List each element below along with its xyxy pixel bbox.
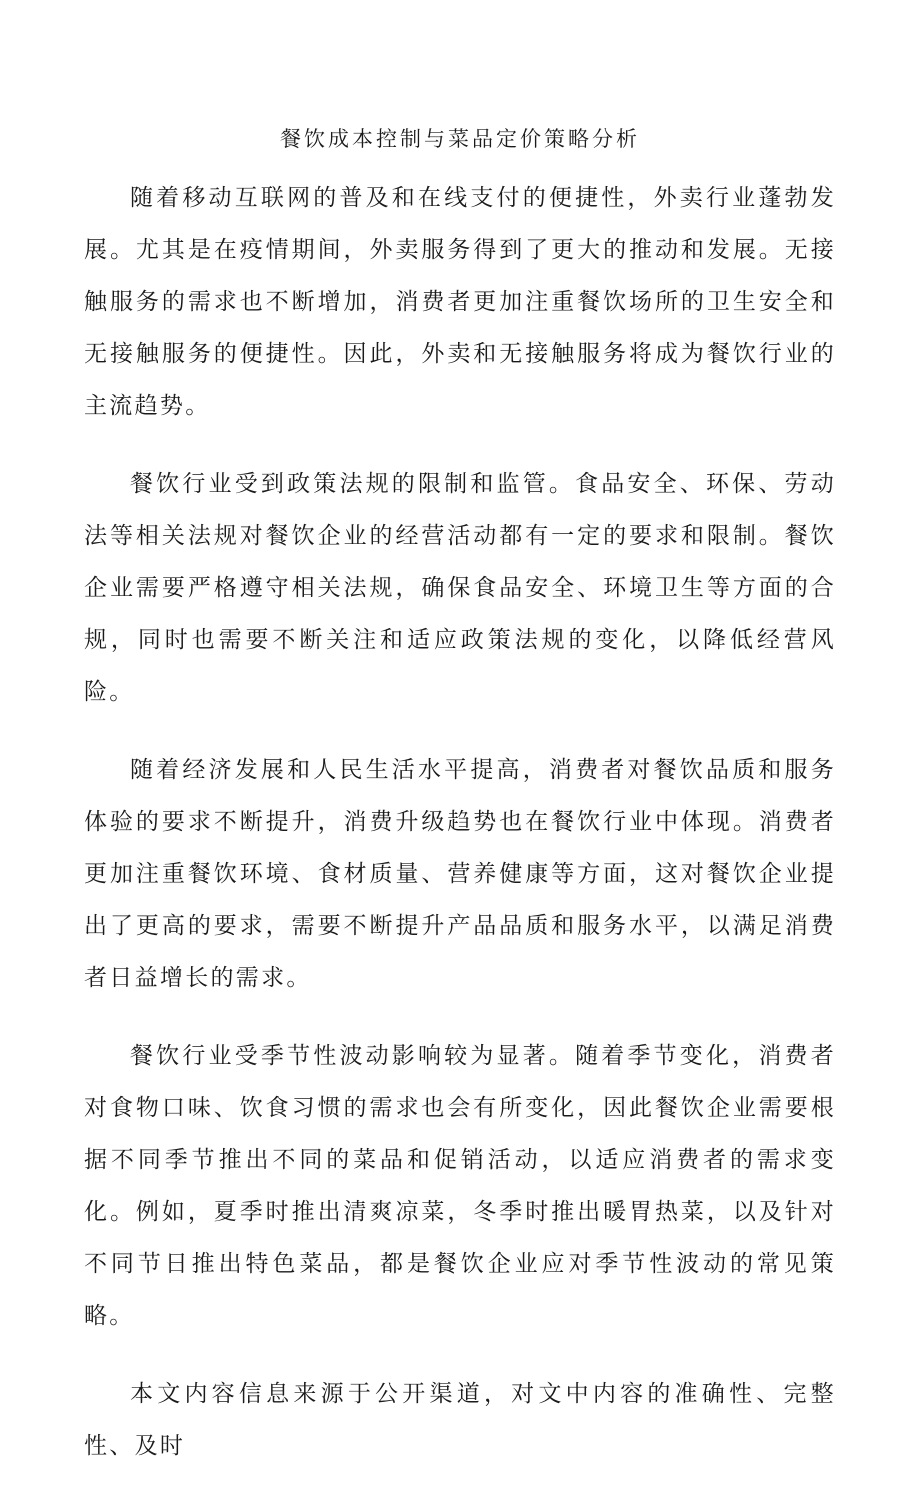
paragraph-seasonality: 餐饮行业受季节性波动影响较为显著。随着季节变化，消费者对食物口味、饮食习惯的需求也会有所变化，因此餐饮企业需要根据不同季节推出不同的菜品和促销活动，以适应消费者的需求变化。例如，夏季时推出清爽凉菜，冬季时推出暖胃热菜，以及针对不同节日推出特色菜品，都是餐饮企业应对季节性波动的常见策略。 — [84, 1043, 836, 1329]
document-body — [84, 172, 836, 1498]
paragraph-disclaimer: 本文内容信息来源于公开渠道，对文中内容的准确性、完整性、及时 — [84, 1381, 836, 1459]
document-title: 餐饮成本控制与菜品定价策略分析 — [280, 127, 640, 151]
paragraph-consumption-upgrade: 随着经济发展和人民生活水平提高，消费者对餐饮品质和服务体验的要求不断提升，消费升级趋势也在餐饮行业中体现。消费者更加注重餐饮环境、食材质量、营养健康等方面，这对餐饮企业提出了更高的要求，需要不断提升产品品质和服务水平，以满足消费者日益增长的需求。 — [84, 757, 836, 991]
paragraph-regulation: 餐饮行业受到政策法规的限制和监管。食品安全、环保、劳动法等相关法规对餐饮企业的经营活动都有一定的要求和限制。餐饮企业需要严格遵守相关法规，确保食品安全、环境卫生等方面的合规，同时也需要不断关注和适应政策法规的变化，以降低经营风险。 — [84, 471, 836, 705]
paragraph-delivery-trend: 随着移动互联网的普及和在线支付的便捷性，外卖行业蓬勃发展。尤其是在疫情期间，外卖服务得到了更大的推动和发展。无接触服务的需求也不断增加，消费者更加注重餐饮场所的卫生安全和无接触服务的便捷性。因此，外卖和无接触服务将成为餐饮行业的主流趋势。 — [84, 185, 836, 419]
